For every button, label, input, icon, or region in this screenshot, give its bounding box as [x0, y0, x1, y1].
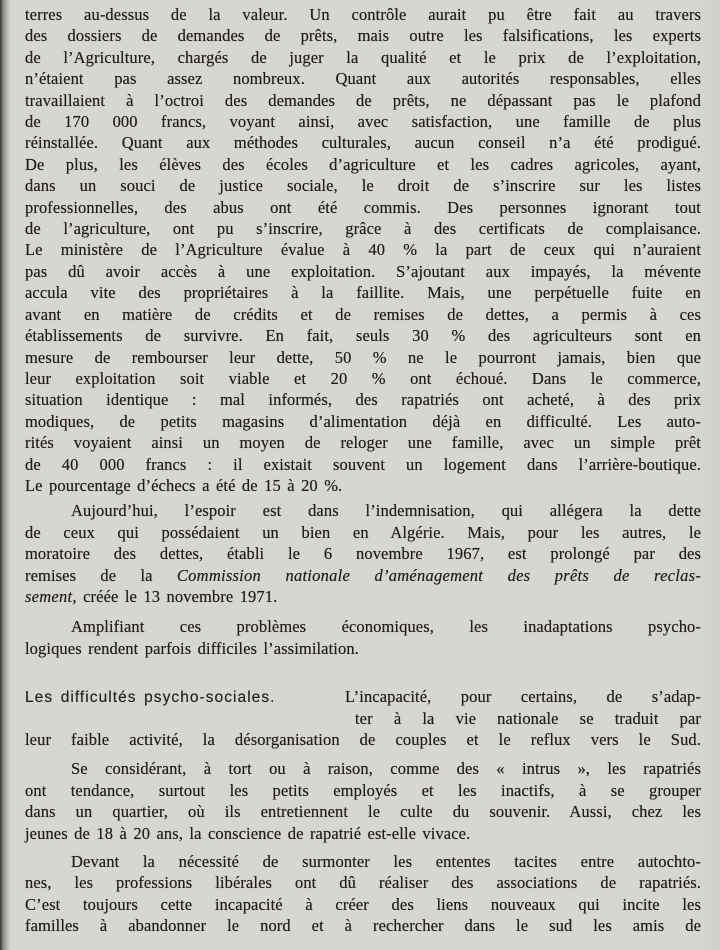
paragraph — [25, 4, 701, 496]
text-line: de l’Agriculture, chargés de juger la qualité et le prix de l’exploitation, — [25, 47, 701, 67]
text-line: modiques, de petits magasins d’alimentation déjà en difficulté. Les auto- — [25, 411, 701, 431]
text-line: Aujourd’hui, l’espoir est dans l’indemnisation, qui allégera la dette — [71, 501, 701, 521]
section-heading: Les difficultés psycho-sociales. — [25, 689, 276, 707]
text-line: Devant la nécessité de surmonter les ententes tacites entre autochto- — [71, 852, 701, 872]
italic-text-segment: Commission nationale d’aménagement des prêts de reclas- — [176, 565, 702, 585]
text-line: nes, les professions libérales ont dû réaliser des associations de rapatriés. — [25, 873, 701, 893]
text-line: travaillaient à l’octroi des demandes de prêts, ne dépassant pas le plafond — [25, 90, 701, 110]
text-line: ter à la vie nationale se traduit par — [355, 708, 701, 728]
text-segment: créée le 13 novembre 1971. — [76, 586, 278, 606]
text-line: ont tendance, surtout les petits employés et les inactifs, à se grouper — [25, 780, 701, 800]
section-with-side-heading — [25, 686, 701, 750]
text-line: dans un souci de justice sociale, le droit de s’inscrire sur les listes — [25, 176, 701, 196]
text-line: établissements de survivre. En fait, seuls 30 % des agriculteurs sont en — [25, 326, 701, 346]
paragraph — [25, 851, 701, 937]
text-line: rités voyaient ainsi un moyen de reloger une famille, avec un simple prêt — [25, 433, 701, 453]
text-line: C’est toujours cette incapacité à créer des liens nouveaux qui incite les — [25, 894, 701, 914]
text-line: leur exploitation soit viable et 20 % ont échoué. Dans le commerce, — [25, 368, 701, 388]
text-line: leur faible activité, la désorganisation de couples et le reflux vers le Sud. — [25, 730, 701, 749]
text-segment: remises de la — [25, 565, 177, 585]
text-line: De plus, les élèves des écoles d’agriculture et les cadres agricoles, ayant, — [25, 154, 701, 174]
text-line: de l’agriculture, ont pu s’inscrire, grâce à des certificats de complaisance. — [25, 219, 701, 239]
text-line: mesure de rembourser leur dette, 50 % ne le pourront jamais, bien que — [25, 347, 701, 367]
paragraph — [25, 500, 701, 607]
text-line: avant en matière de crédits et de remises de dettes, a permis à ces — [25, 304, 701, 324]
text-line: moratoire des dettes, établi le 6 novembre 1967, est prolongé par des — [25, 544, 701, 564]
text-line: de ceux qui possédaient un bien en Algérie. Mais, pour les autres, le — [25, 522, 701, 542]
italic-text-segment: sement, — [25, 586, 77, 606]
text-line: jeunes de 18 à 20 ans, la conscience de rapatrié est-elle vivace. — [25, 823, 471, 843]
text-line — [25, 586, 701, 607]
text-block — [25, 4, 701, 937]
text-line — [25, 565, 701, 586]
paragraph — [25, 616, 701, 659]
text-line: Le ministère de l’Agriculture évalue à 40 % la part de ceux qui n’auraient — [25, 240, 701, 260]
text-line: de 40 000 francs : il existait souvent un logement dans l’arrière-boutique. — [25, 454, 701, 474]
text-line: accula vite des propriétaires à la faillite. Mais, une perpétuelle fuite en — [25, 283, 701, 303]
text-line: de 170 000 francs, voyant ainsi, avec satisfaction, une famille de plus — [25, 112, 701, 132]
text-line: terres au-dessus de la valeur. Un contrôle aurait pu être fait au travers — [25, 5, 701, 24]
text-line: réinstallée. Quant aux méthodes culturales, aucun conseil n’a été prodigué. — [25, 133, 701, 153]
page-gutter-shadow — [0, 0, 10, 950]
text-line: logiques rendent parfois difficiles l’assimilation. — [25, 638, 359, 658]
text-line: Le pourcentage d’échecs a été de 15 à 20 %. — [25, 475, 343, 495]
text-line: familles à abandonner le nord et à rechercher dans le sud les amis de — [25, 916, 701, 936]
text-line: Se considérant, à tort ou à raison, comme des « intrus », les rapatriés — [71, 759, 701, 779]
text-line: situation identique : mal informés, des rapatriés ont acheté, à des prix — [25, 390, 701, 410]
paragraph — [25, 758, 701, 844]
text-line: L’incapacité, pour certains, de s’adap- — [345, 687, 701, 707]
text-line: n’étaient pas assez nombreux. Quant aux autorités responsables, elles — [25, 69, 701, 89]
text-line: professionnelles, des abus ont été commis. Des personnes ignorant tout — [25, 197, 701, 217]
text-line: pas dû avoir accès à une exploitation. S’ajoutant aux impayés, la mévente — [25, 261, 701, 281]
text-line: des dossiers de demandes de prêts, mais outre les falsifications, les experts — [25, 26, 701, 46]
text-line: Amplifiant ces problèmes économiques, les inadaptations psycho- — [71, 617, 701, 637]
text-line: dans un quartier, où ils entretiennent le culte du souvenir. Aussi, chez les — [25, 802, 701, 822]
